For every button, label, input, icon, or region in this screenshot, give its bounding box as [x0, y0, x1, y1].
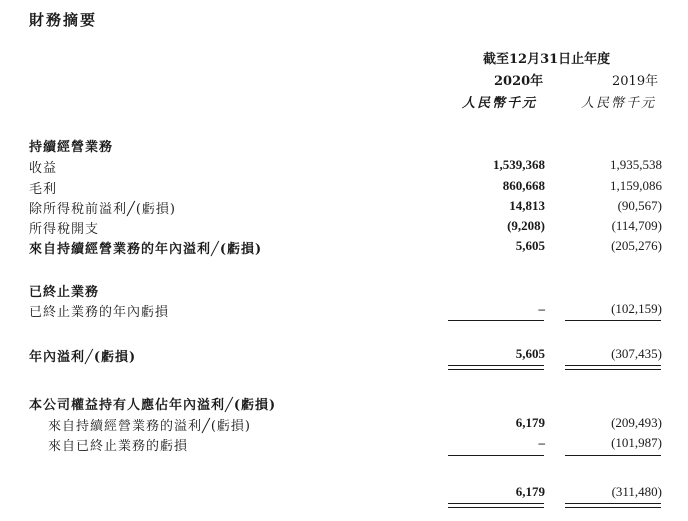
- section-heading-discontinued: 已終止業務: [29, 285, 100, 300]
- value-2019-year-profit: (307,435): [611, 346, 662, 361]
- value-2019-attr-discontinued: (101,987): [611, 435, 662, 450]
- value-2020-attr-discontinued: –: [538, 435, 545, 450]
- value-2020-attr-continuing: 6,179: [515, 415, 545, 430]
- row-label-attr-discontinued: 來自已終止業務的虧損: [48, 439, 189, 454]
- value-2020-gross-profit: 860,668: [502, 178, 545, 193]
- value-2019-discontinued-loss: (102,159): [611, 301, 662, 316]
- attr-total-double-rule-2020: [448, 503, 544, 508]
- row-label-profit-before-tax: 除所得稅前溢利╱(虧損): [29, 202, 176, 217]
- value-2020-year-profit: 5,605: [515, 346, 545, 361]
- attr-subtotal-rule-2019: [565, 455, 661, 456]
- page-title: 財務摘要: [29, 11, 98, 29]
- value-2020-profit-before-tax: 14,813: [509, 198, 545, 213]
- total-double-rule-2020: [448, 365, 544, 370]
- total-double-rule-2019: [565, 365, 661, 370]
- row-label-year-profit: 年內溢利╱(虧損): [29, 350, 137, 365]
- value-2019-attr-total: (311,480): [611, 484, 662, 499]
- column-2019-unit: 人民幣千元: [581, 96, 657, 111]
- value-2019-gross-profit: 1,159,086: [610, 178, 662, 193]
- row-label-revenue: 收益: [29, 161, 58, 176]
- row-label-attr-continuing: 來自持續經營業務的溢利╱(虧損): [48, 419, 251, 434]
- row-label-gross-profit: 毛利: [29, 182, 58, 197]
- attr-total-double-rule-2019: [565, 503, 661, 508]
- value-2020-revenue: 1,539,368: [493, 157, 545, 172]
- row-label-income-tax: 所得稅開支: [29, 222, 100, 237]
- section-heading-attributable: 本公司權益持有人應佔年內溢利╱(虧損): [29, 398, 277, 413]
- column-2019-year: 2019年: [612, 74, 659, 89]
- value-2019-revenue: 1,935,538: [610, 157, 662, 172]
- section-heading-continuing: 持續經營業務: [29, 140, 114, 155]
- value-2019-continuing-profit: (205,276): [611, 238, 662, 253]
- column-2020-unit: 人民幣千元: [462, 96, 538, 111]
- value-2020-attr-total: 6,179: [515, 484, 545, 499]
- column-2020-year: 2020年: [494, 74, 544, 89]
- row-label-discontinued-loss: 已終止業務的年內虧損: [29, 305, 170, 320]
- value-2019-attr-continuing: (209,493): [611, 415, 662, 430]
- value-2020-income-tax: (9,208): [507, 218, 545, 233]
- subtotal-rule-2019: [565, 320, 661, 321]
- value-2020-continuing-profit: 5,605: [515, 238, 545, 253]
- value-2019-profit-before-tax: (90,567): [617, 198, 662, 213]
- period-header: 截至12月31日止年度: [483, 52, 611, 67]
- value-2019-income-tax: (114,709): [611, 218, 662, 233]
- subtotal-rule-2020: [448, 320, 544, 321]
- row-label-continuing-profit: 來自持續經營業務的年內溢利╱(虧損): [29, 242, 263, 257]
- value-2020-discontinued-loss: –: [538, 301, 545, 316]
- attr-subtotal-rule-2020: [448, 455, 544, 456]
